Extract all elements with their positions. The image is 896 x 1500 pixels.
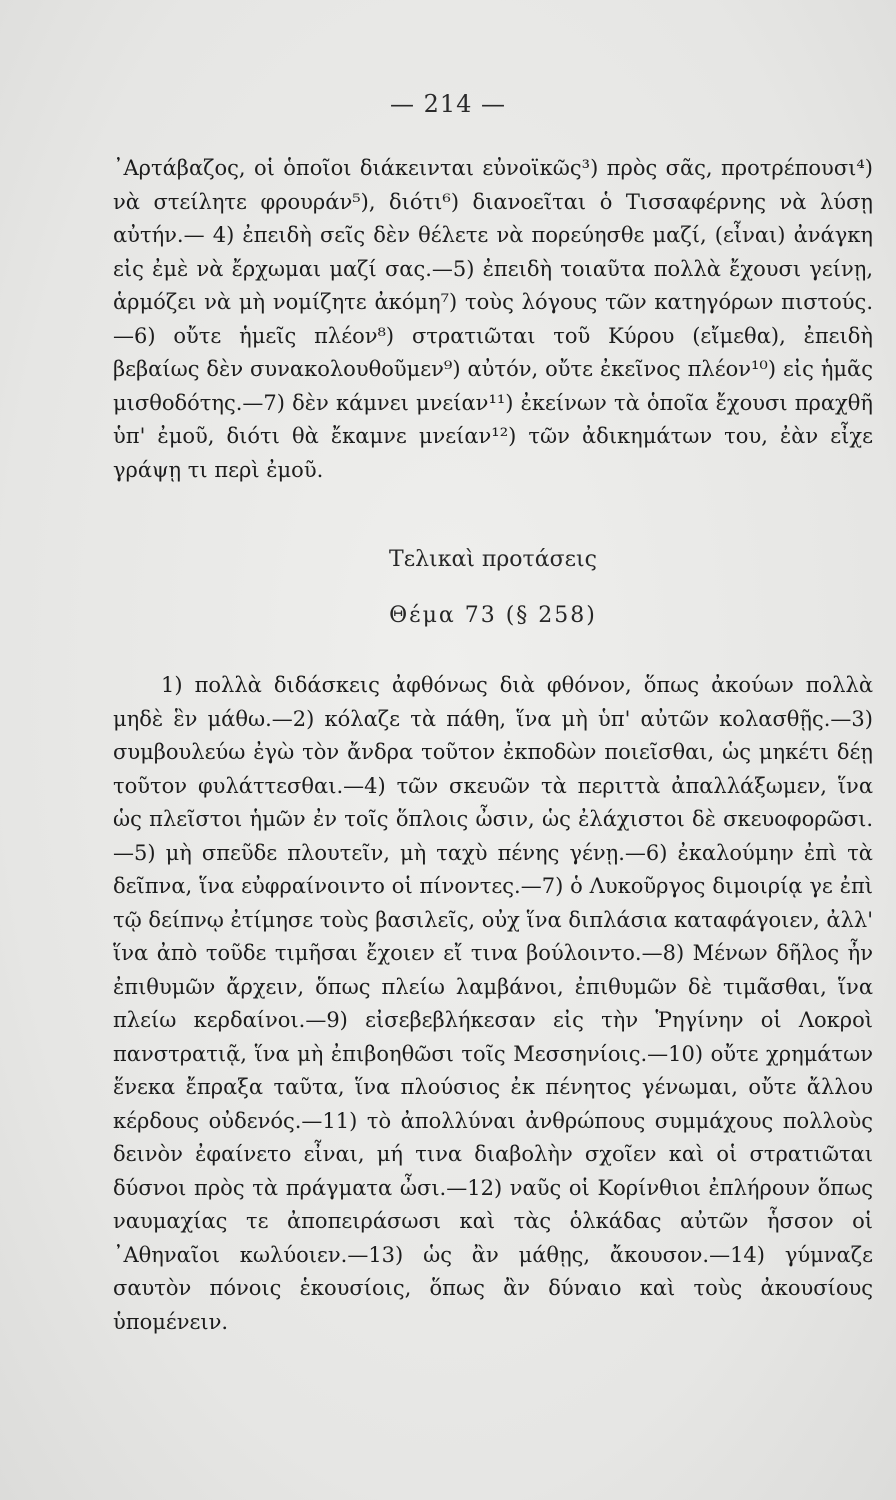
text-block-exercise — [113, 669, 873, 1339]
exercise-heading: Θέμα 73 (§ 258) — [389, 603, 597, 628]
section-heading: Τελικαὶ προτάσεις — [389, 547, 597, 572]
page-number: — 214 — — [389, 90, 507, 118]
paragraph-continuation: ᾿Αρτάβαζος, οἱ ὁποῖοι διάκεινται εὐνοϊκῶς³) πρὸς σᾶς, προτρέπουσι⁴) νὰ στείλητε φρουράν⁵), διότι⁶) διανοεῖται ὁ Τισσαφέρνης νὰ λύσῃ αὐτήν.— 4) ἐπειδὴ σεῖς δὲν θέλετε νὰ πορεύησθε μαζί, (εἶναι) ἀνάγκη εἰς ἐμὲ νὰ ἔρχωμαι μαζί σας.—5) ἐπειδὴ τοιαῦτα πολλὰ ἔχουσι γείνῃ, ἁρμόζει νὰ μὴ νομίζητε ἀκόμη⁷) τοὺς λόγους τῶν κατηγόρων πιστούς.—6) οὔτε ἡμεῖς πλέον⁸) στρατιῶται τοῦ Κύρου (εἴμεθα), ἐπειδὴ βεβαίως δὲν συνακολουθοῦμεν⁹) αὐτόν, οὔτε ἐκεῖνος πλέον¹⁰) εἰς ἡμᾶς μισθοδότης.—7) δὲν κάμνει μνείαν¹¹) ἐκείνων τὰ ὁποῖα ἔχουσι πραχθῆ ὑπ' ἐμοῦ, διότι θὰ ἔκαμνε μνείαν¹²) τῶν ἀδικημάτων του, ἐὰν εἶχε γράψῃ τι περὶ ἐμοῦ. — [113, 156, 873, 482]
exercise-paragraph: 1) πολλὰ διδάσκεις ἀφθόνως διὰ φθόνον, ὅπως ἀκούων πολλὰ μηδὲ ἓν μάθω.—2) κόλαζε τὰ πάθη, ἵνα μὴ ὑπ' αὐτῶν κολασθῇς.—3) συμβουλεύω ἐγὼ τὸν ἄνδρα τοῦτον ἐκποδὼν ποιεῖσθαι, ὡς μηκέτι δέῃ τοῦτον φυλάττεσθαι.—4) τῶν σκευῶν τὰ περιττὰ ἀπαλλάξωμεν, ἵνα ὡς πλεῖστοι ἡμῶν ἐν τοῖς ὅπλοις ὦσιν, ὡς ἐλάχιστοι δὲ σκευοφορῶσι.—5) μὴ σπεῦδε πλουτεῖν, μὴ ταχὺ πένης γένῃ.—6) ἐκαλούμην ἐπὶ τὰ δεῖπνα, ἵνα εὐφραίνοιντο οἱ πίνοντες.—7) ὁ Λυκοῦργος διμοιρίᾳ γε ἐπὶ τῷ δείπνῳ ἐτίμησε τοὺς βασιλεῖς, οὐχ ἵνα διπλάσια καταφάγοιεν, ἀλλ' ἵνα ἀπὸ τοῦδε τιμῆσαι ἔχοιεν εἴ τινα βούλοιντο.—8) Μένων δῆλος ἦν ἐπιθυμῶν ἄρχειν, ὅπως πλείω λαμβάνοι, ἐπιθυμῶν δὲ τιμᾶσθαι, ἵνα πλείω κερδαίνοι.—9) εἰσεβεβλήκεσαν εἰς τὴν Ῥηγίνην οἱ Λοκροὶ πανστρατιᾷ, ἵνα μὴ ἐπιβοηθῶσι τοῖς Μεσσηνίοις.—10) οὔτε χρημάτων ἕνεκα ἔπραξα ταῦτα, ἵνα πλούσιος ἐκ πένητος γένωμαι, οὔτε ἄλλου κέρδους οὐδενός.—11) τὸ ἀπολλύναι ἀνθρώπους συμμάχους πολλοὺς δεινὸν ἐφαίνετο εἶναι, μή τινα διαβολὴν σχοῖεν καὶ οἱ στρατιῶται δύσνοι πρὸς τὰ πράγματα ὦσι.—12) ναῦς οἱ Κορίνθιοι ἐπλήρουν ὅπως ναυμαχίας τε ἀποπειράσωσι καὶ τὰς ὁλκάδας αὐτῶν ἧσσον οἱ ᾿Αθηναῖοι κωλύοιεν.—13) ὡς ἂν μάθῃς, ἄκουσον.—14) γύμναζε σαυτὸν πόνοις ἑκουσίοις, ὅπως ἂν δύναιο καὶ τοὺς ἀκουσίους ὑπομένειν. — [113, 673, 873, 1334]
text-block-continuation — [113, 152, 873, 487]
